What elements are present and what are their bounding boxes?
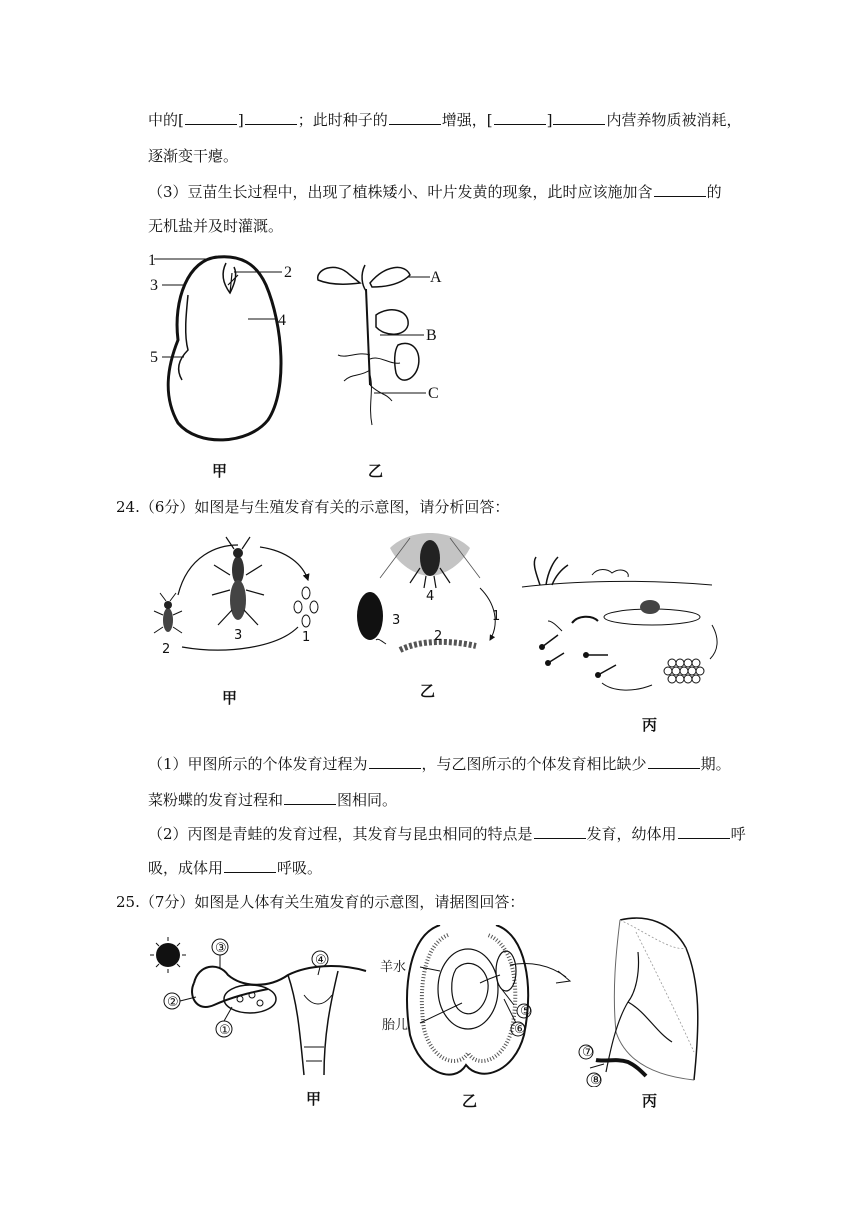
yi-stage-4: 4 xyxy=(426,589,435,604)
q24-heading: 24.（6分）如图是与生殖发育有关的示意图，请分析回答： xyxy=(116,498,510,516)
incomplete-metamorphosis-diagram xyxy=(148,535,338,675)
frog-life-cycle-diagram xyxy=(512,555,732,705)
answer-blank[interactable] xyxy=(284,790,336,805)
q23-line-3: （3）豆苗生长过程中，出现了植株矮小、叶片发黄的现象，此时应该施加含 的 xyxy=(148,183,722,201)
jia-label-3: ③ xyxy=(215,941,227,956)
caption-yi: 乙 xyxy=(368,462,384,480)
yi-stage-3: 3 xyxy=(392,613,401,628)
jia-label-1: ① xyxy=(219,1023,231,1038)
seedling-label-C: C xyxy=(428,385,439,402)
jia-stage-2: 2 xyxy=(162,642,171,657)
q24-p2: （2）丙图是青蛙的发育过程，其发育与昆虫相同的特点是 发育，幼体用 呼 xyxy=(148,825,746,843)
fetus-uterus-diagram xyxy=(380,925,590,1085)
q24-p2b: 吸，成体用 呼吸。 xyxy=(148,859,323,877)
caption-q25-jia: 甲 xyxy=(306,1090,322,1108)
jia-stage-3: 3 xyxy=(234,628,243,643)
q25-heading: 25.（7分）如图是人体有关生殖发育的示意图，请据图回答： xyxy=(116,893,525,911)
seed-label-1: 1 xyxy=(148,252,156,269)
q24-p1: （1）甲图所示的个体发育过程为 ，与乙图所示的个体发育相比缺少 期。 xyxy=(148,755,731,773)
seed-label-2: 2 xyxy=(284,264,292,281)
caption-q25-bing: 丙 xyxy=(642,1092,658,1110)
answer-blank[interactable] xyxy=(654,182,706,197)
jia-label-4: ④ xyxy=(315,953,327,968)
female-reproductive-diagram xyxy=(148,935,373,1080)
yi-stage-2: 2 xyxy=(434,629,443,644)
seedling-label-B: B xyxy=(426,327,437,344)
answer-blank[interactable] xyxy=(245,110,297,125)
bing-label-8: ⑧ xyxy=(590,1073,602,1087)
complete-metamorphosis-diagram xyxy=(350,528,520,668)
bean-seed-diagram xyxy=(148,245,318,445)
seed-label-3: 3 xyxy=(150,277,158,294)
yi-label-6: ⑥ xyxy=(514,1022,526,1037)
jia-label-2: ② xyxy=(167,995,179,1010)
seed-label-5: 5 xyxy=(150,349,158,366)
seed-label-4: 4 xyxy=(278,312,286,329)
caption-q24-bing: 丙 xyxy=(642,716,658,734)
answer-blank[interactable] xyxy=(648,754,700,769)
placenta-detail-diagram xyxy=(576,912,716,1087)
yi-stage-1: 1 xyxy=(492,609,501,624)
q23-line-2: 逐渐变干瘪。 xyxy=(148,147,239,165)
answer-blank[interactable] xyxy=(553,110,605,125)
yi-label-fetus: 胎儿 xyxy=(382,1018,409,1033)
seedling-diagram xyxy=(310,255,450,435)
yi-label-5: ⑤ xyxy=(520,1004,532,1019)
seedling-label-A: A xyxy=(430,269,442,286)
answer-blank[interactable] xyxy=(534,824,586,839)
yi-label-amniotic-fluid: 羊水 xyxy=(380,960,407,975)
answer-blank[interactable] xyxy=(224,858,276,873)
caption-q24-yi: 乙 xyxy=(420,682,436,700)
answer-blank[interactable] xyxy=(389,110,441,125)
caption-q24-jia: 甲 xyxy=(222,689,238,707)
bing-label-7: ⑦ xyxy=(582,1045,594,1060)
q24-p1b: 菜粉蝶的发育过程和 图相同。 xyxy=(148,791,398,809)
caption-jia: 甲 xyxy=(212,462,228,480)
answer-blank[interactable] xyxy=(678,824,730,839)
jia-stage-1: 1 xyxy=(302,630,311,645)
q23-line-4: 无机盐并及时灌溉。 xyxy=(148,217,284,235)
answer-blank[interactable] xyxy=(494,110,546,125)
answer-blank[interactable] xyxy=(369,754,421,769)
answer-blank[interactable] xyxy=(185,110,237,125)
caption-q25-yi: 乙 xyxy=(462,1092,478,1110)
q23-line-1: 中的[ ] ；此时种子的 增强，[ ] 内营养物质被消耗， xyxy=(148,111,742,129)
